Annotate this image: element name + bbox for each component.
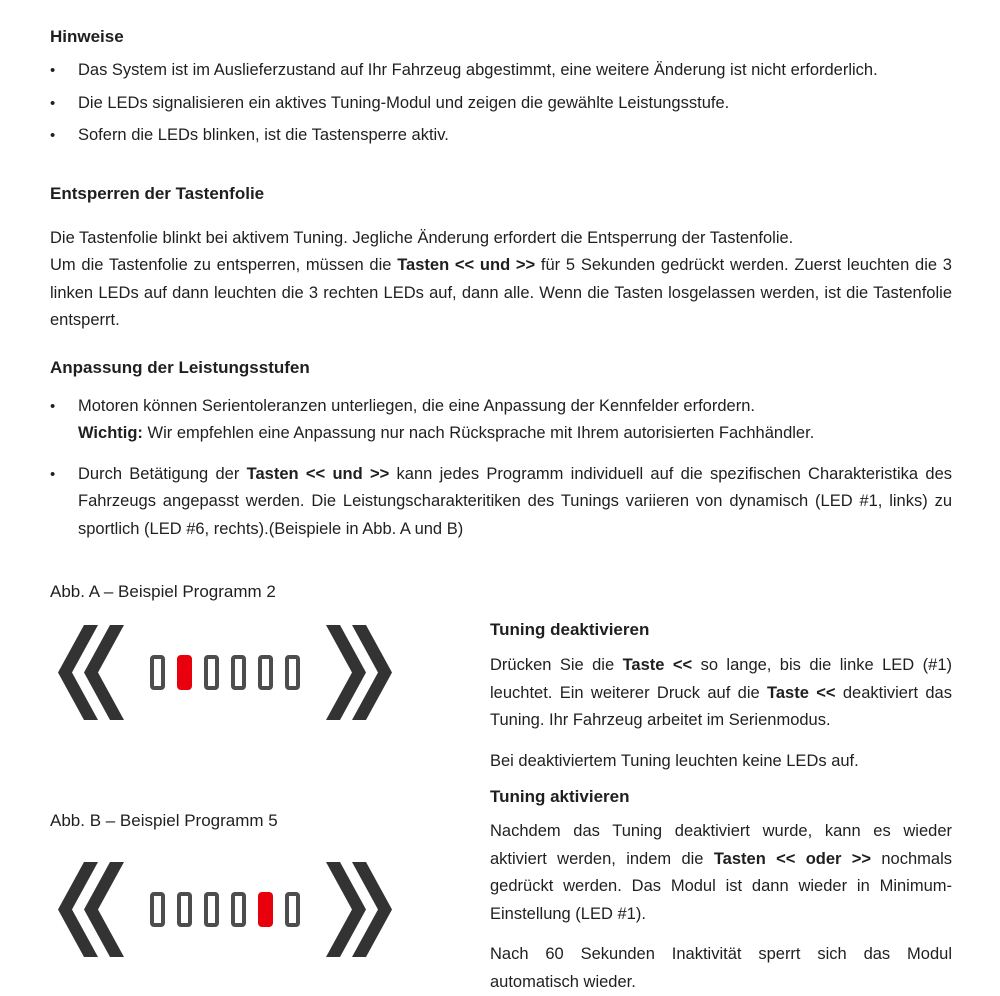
section-anpassung — [50, 357, 952, 544]
hinweise-bullet-list — [50, 57, 952, 150]
text-run: deaktiviert das Tuning. Ihr Fahrzeug arbeitet im Serienmodus. — [490, 683, 952, 729]
deaktivieren-paragraph-2: Bei deaktiviertem Tuning leuchten keine LEDs auf. — [490, 751, 859, 770]
led-off — [177, 892, 192, 927]
led-off — [204, 655, 219, 690]
bullet-text: Die LEDs signalisieren ein aktives Tuning-Modul und zeigen die gewählte Leistungsstufe. — [78, 93, 730, 112]
double-chevron-right-icon — [326, 625, 392, 720]
led-off — [258, 655, 273, 690]
deaktivieren-heading: Tuning deaktivieren — [490, 620, 650, 639]
entsperren-paragraph-2 — [50, 252, 952, 335]
bullet-text: Sofern die LEDs blinken, ist die Tastensperre aktiv. — [78, 126, 449, 144]
text-run-bold: Taste << — [622, 656, 693, 674]
led-off — [150, 655, 165, 690]
anpassung-heading: Anpassung der Leistungsstufen — [50, 357, 310, 377]
aktivieren-paragraph-2: Nach 60 Sekunden Inaktivität sperrt sich das Modul automatisch wieder. — [490, 945, 952, 991]
hinweise-heading: Hinweise — [50, 27, 124, 46]
bullet-text — [78, 461, 952, 544]
section-entsperren — [50, 183, 952, 335]
bullet-icon: • — [50, 62, 56, 79]
bullet-icon: • — [50, 397, 56, 415]
text-run: kann jedes Programm individuell auf die spezifischen Charakteristika des Fahrzeugs angepasst werden. Die Leistungscharakteritiken des Tunings variieren von dynamisch (LED #1, links) zu sportlich (LED #6, rechts).(Beispiele in Abb. A und B) — [78, 464, 952, 538]
double-chevron-right-icon — [326, 862, 392, 957]
text-run-bold: Tasten << oder >> — [713, 849, 872, 868]
text-run: so lange, bis die linke LED (#1) leuchtet. Ein weiterer Druck auf die — [490, 656, 952, 702]
list-item — [50, 393, 952, 448]
list-item — [50, 122, 952, 150]
text-run: nochmals gedrückt werden. Das Modul ist dann wieder in Minimum-Einstellung (LED #1). — [490, 849, 952, 923]
figure-instruction-columns — [50, 579, 952, 996]
text-run: Drücken Sie die — [490, 656, 623, 674]
led-off — [231, 655, 246, 690]
figures-column — [50, 579, 490, 996]
text-run-bold: Taste << — [767, 683, 836, 702]
bullet-icon: • — [50, 465, 56, 483]
text-run: Um die Tastenfolie zu entsperren, müssen die — [50, 256, 398, 274]
entsperren-paragraph-1: Die Tastenfolie blinkt bei aktivem Tuning. Jegliche Änderung erfordert die Entsperrung der Tastenfolie. — [50, 228, 794, 247]
entsperren-heading: Entsperren der Tastenfolie — [50, 183, 265, 203]
bullet-icon: • — [50, 127, 56, 144]
text-run: Nachdem das Tuning deaktiviert wurde, kann es wieder aktiviert werden, indem die — [490, 822, 952, 868]
led-on — [177, 655, 192, 690]
led-on — [258, 892, 273, 927]
text-run: Wir empfehlen eine Anpassung nur nach Rücksprache mit Ihrem autorisierten Fachhändler. — [142, 424, 815, 442]
led-row — [150, 892, 300, 927]
bullet-text: Das System ist im Auslieferzustand auf Ihr Fahrzeug abgestimmt, eine weitere Änderung ist nicht erforderlich. — [78, 61, 878, 79]
aktivieren-heading: Tuning aktivieren — [490, 787, 630, 806]
led-off — [204, 892, 219, 927]
list-item — [50, 57, 952, 85]
text-run-bold: Tasten << und >> — [246, 464, 390, 483]
instructions-column — [490, 579, 952, 996]
list-item — [50, 90, 952, 118]
text-run-bold: Wichtig: — [78, 424, 143, 442]
led-row — [150, 655, 300, 690]
double-chevron-left-icon — [58, 625, 124, 720]
led-off — [150, 892, 165, 927]
text-run-bold: Tasten << und >> — [397, 256, 536, 274]
aktivieren-paragraph-1 — [490, 818, 952, 928]
bullet-icon: • — [50, 94, 56, 112]
led-off — [231, 892, 246, 927]
figure-b-caption: Abb. B – Beispiel Programm 5 — [50, 811, 278, 830]
list-item — [50, 461, 952, 544]
deaktivieren-paragraph-1 — [490, 652, 952, 735]
section-hinweise — [50, 26, 952, 150]
figure-a-caption: Abb. A – Beispiel Programm 2 — [50, 582, 276, 601]
text-run: für 5 Sekunden gedrückt werden. Zuerst leuchten die 3 linken LEDs auf dann leuchten die 3 rechten LEDs auf, dann alle. Wenn die Tasten losgelassen werden, ist die Tastenfolie entsperrt. — [50, 256, 952, 329]
anpassung-bullet-list — [50, 393, 952, 544]
figure-a-led-display — [58, 625, 490, 720]
double-chevron-left-icon — [58, 862, 124, 957]
led-off — [285, 655, 300, 690]
text-run: Motoren können Serientoleranzen unterliegen, die eine Anpassung der Kennfelder erfordern. — [78, 396, 755, 415]
bullet-text — [78, 393, 952, 448]
figure-b-led-display — [58, 862, 490, 957]
led-off — [285, 892, 300, 927]
text-run: Durch Betätigung der — [78, 464, 247, 483]
